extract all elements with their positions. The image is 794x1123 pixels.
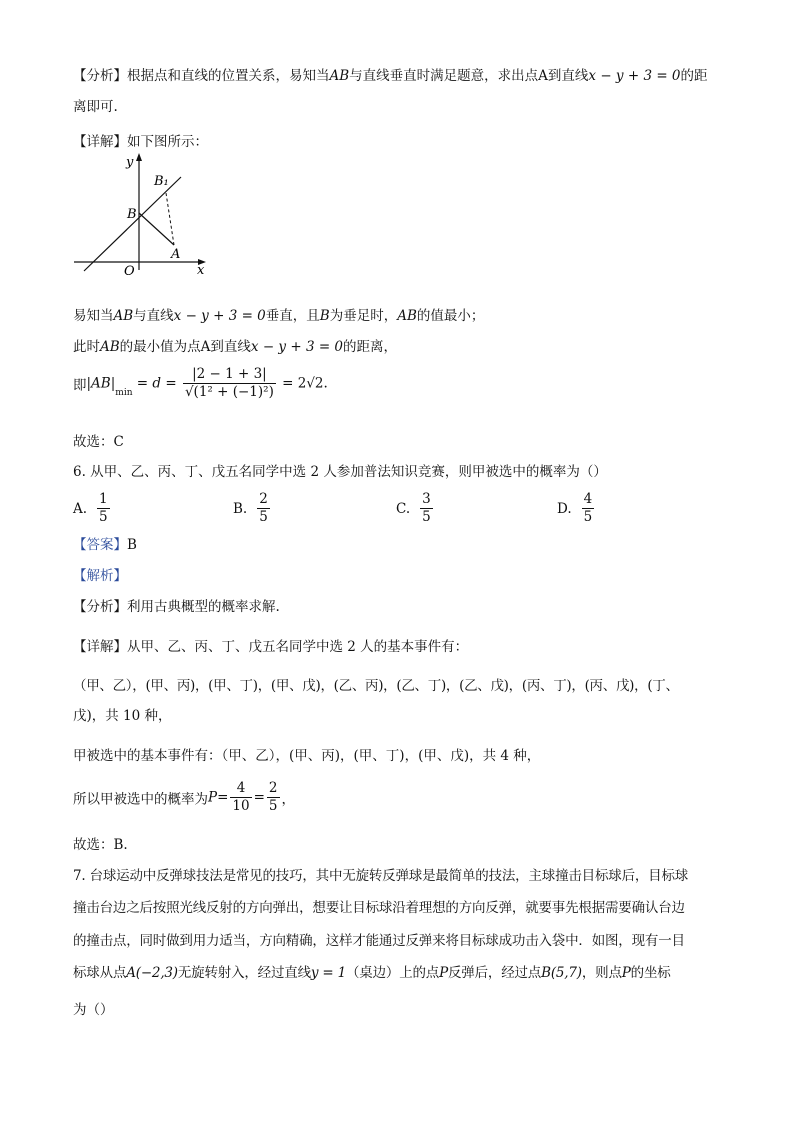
math-ab: AB: [329, 68, 350, 84]
math-line-y: y = 1: [310, 965, 346, 981]
text: 从甲、乙、丙、丁、戊五名同学中选 2 人的基本事件有：: [127, 639, 469, 655]
question-7-line-4: [73, 963, 671, 983]
detail-line-3: [73, 306, 484, 326]
text: 为垂足时，: [329, 308, 398, 324]
probability-fraction-1: [230, 780, 251, 815]
detail-tag: 【详解】: [73, 134, 127, 150]
text: （桌边）上的点: [346, 965, 440, 981]
events-line-2: 戊)，共 10 种，: [73, 708, 172, 724]
fraction-denominator: √(1² + (−1)²): [184, 384, 274, 400]
fraction-numerator: 3: [422, 491, 431, 507]
math-p: P: [439, 965, 448, 981]
fraction-numerator: 1: [99, 491, 108, 507]
answer-tag: 【答案】: [73, 537, 127, 553]
fraction-numerator: 2: [268, 780, 278, 796]
fraction-numerator: 4: [236, 780, 246, 796]
label-b: B: [127, 207, 137, 222]
math-min-subscript: min: [115, 388, 133, 398]
analysis-line-1: [73, 66, 708, 86]
label-y: y: [126, 155, 134, 170]
answer-value: B: [127, 537, 137, 553]
text: .: [323, 375, 328, 392]
option-fraction: [582, 491, 595, 526]
label-b1: B₁: [154, 174, 169, 189]
option-label: D.: [557, 500, 572, 517]
geometry-figure: [70, 150, 220, 280]
fraction-denominator: 5: [422, 509, 431, 525]
math-point-b: B(5,7): [541, 965, 582, 981]
line-l: [84, 177, 181, 271]
math-line-equation: x − y + 3 = 0: [250, 339, 344, 355]
question-7-line-5: 为（）: [73, 1002, 114, 1018]
fraction-denominator: 10: [232, 798, 250, 814]
math-equals-d: = d =: [136, 375, 177, 392]
math-ab: AB: [113, 308, 134, 324]
detail-line: [73, 132, 208, 152]
distance-fraction: [183, 366, 276, 401]
option-fraction: [257, 491, 270, 526]
probability-fraction-2: [267, 780, 280, 815]
math-result: = 2√2: [282, 375, 324, 392]
question-7-line-1: 7. 台球运动中反弹球技法是常见的技巧，其中无旋转反弹球是最简单的技法，主球撞击目标球后，目标球: [73, 868, 689, 884]
segment-ab1-dashed: [166, 193, 174, 245]
label-o: O: [124, 264, 135, 279]
selected-events-line: 甲被选中的基本事件有：（甲、乙），(甲、丙)，(甲、丁)，(甲、戊)，共 4 种，: [73, 748, 541, 764]
segment-ab: [139, 213, 174, 245]
fraction-denominator: 5: [99, 509, 108, 525]
label-a: A: [171, 247, 181, 262]
math-ab: AB: [100, 339, 120, 355]
text: ，: [281, 791, 295, 808]
option-label: C.: [396, 500, 411, 517]
events-line-1: （甲、乙），(甲、丙)，(甲、丁)，(甲、戊)，(乙、丙)，(乙、丁)，(乙、戊)，(丙、丁)，(丙、戊)，(丁、: [73, 678, 679, 694]
fraction-numerator: |2 − 1 + 3|: [192, 366, 267, 382]
math-equals: =: [253, 789, 265, 806]
fraction-denominator: 5: [268, 798, 278, 814]
explain-tag-6: [73, 566, 127, 586]
text: 易知当: [73, 308, 114, 324]
text: 无旋转射入，经过直线: [177, 965, 311, 981]
text: 与直线垂直时满足题意，求出点A到直线: [349, 68, 589, 84]
analysis-tag: 【分析】: [73, 599, 127, 615]
analysis-line-2: 离即可.: [73, 99, 118, 115]
analysis-tag: 【分析】: [73, 68, 127, 84]
text: 利用古典概型的概率求解.: [127, 599, 280, 615]
detail-6: [73, 637, 468, 657]
y-axis-arrow: [136, 153, 142, 161]
text: 的距离，: [343, 339, 398, 355]
math-line-equation: x − y + 3 = 0: [588, 68, 681, 84]
question-7-line-3: 的撞击点，同时做到用力适当，方向精确，这样才能通过反弹来将目标球成功击入袋中．如图，现有一目: [73, 933, 685, 949]
option-label: B.: [233, 500, 248, 517]
math-line-equation: x − y + 3 = 0: [173, 308, 266, 324]
detail-tag: 【详解】: [73, 639, 127, 655]
fraction-numerator: 2: [259, 491, 268, 507]
fraction-numerator: 4: [583, 491, 593, 507]
answer-6-final: 故选：B.: [73, 837, 128, 853]
text: 标球从点: [73, 965, 127, 981]
text: 所以甲被选中的概率为: [73, 791, 208, 808]
math-ab: AB: [397, 308, 417, 324]
text: 与直线: [133, 308, 174, 324]
option-fraction: [420, 491, 433, 526]
text: 的距: [680, 68, 708, 84]
detail-line-4: [73, 337, 397, 357]
math-p: P: [621, 965, 631, 981]
text: ，则点: [581, 965, 622, 981]
question-7-line-2: 撞击台边之后按照光线反射的方向弹出，想要让目标球沿着理想的方向反弹，就要事先根据需要确认台边: [73, 900, 685, 916]
math-abs-ab: |AB|: [86, 375, 116, 392]
text: 的最小值为点A到直线: [119, 339, 251, 355]
text: 反弹后，经过点: [448, 965, 542, 981]
option-b: [233, 491, 272, 526]
answer-6: [73, 535, 137, 555]
text: 的坐标: [630, 965, 671, 981]
text: 根据点和直线的位置关系，易知当: [127, 68, 330, 84]
answer-5: 故选：C: [73, 434, 124, 450]
analysis-6: [73, 597, 280, 617]
distance-formula: [73, 366, 328, 401]
math-b: B: [319, 308, 330, 324]
text: 的值最小；: [416, 308, 485, 324]
fraction-denominator: 5: [583, 509, 593, 525]
fraction-denominator: 5: [259, 509, 268, 525]
question-6-stem: 6. 从甲、乙、丙、丁、戊五名同学中选 2 人参加普法知识竞赛，则甲被选中的概率为（）: [73, 464, 607, 480]
text: 如下图所示：: [127, 134, 208, 150]
text: 即: [73, 377, 87, 394]
label-x: x: [197, 263, 205, 278]
option-d: [557, 491, 596, 526]
probability-line: [73, 780, 295, 815]
option-label: A.: [73, 500, 88, 517]
math-p: P: [208, 789, 218, 806]
option-a: [73, 491, 112, 526]
text: 此时: [73, 339, 100, 355]
explain-tag: 【解析】: [73, 568, 127, 584]
text: 垂直，且: [265, 308, 320, 324]
option-c: [396, 491, 435, 526]
math-point-a: A(−2,3): [126, 965, 178, 981]
math-equals: =: [217, 789, 229, 806]
option-fraction: [97, 491, 110, 526]
